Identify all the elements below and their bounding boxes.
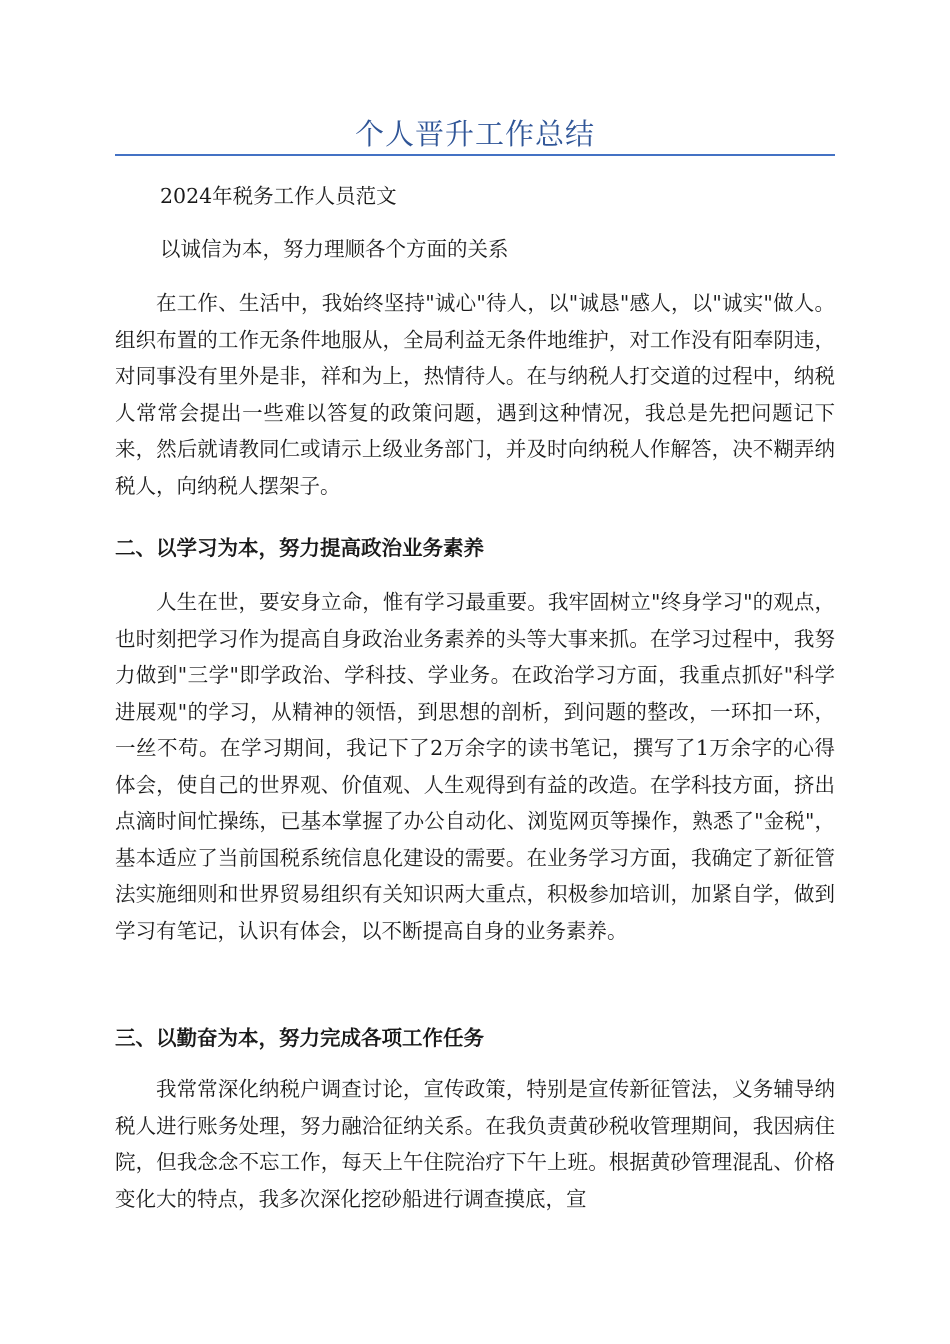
section3-body: 我常常深化纳税户调查讨论，宣传政策，特别是宣传新征管法，义务辅导纳税人进行账务处理，努力融洽征纳关系。在我负责黄砂税收管理期间，我因病住院，但我念念不忘工作，每天上午住院治疗下午上班。根据黄砂管理混乱、价格变化大的特点，我多次深化挖砂船进行调查摸底，宣 bbox=[115, 1077, 835, 1211]
document-title: 个人晋升工作总结 bbox=[354, 117, 595, 151]
section2-body: 人生在世，要安身立命，惟有学习最重要。我牢固树立"终身学习"的观点，也时刻把学习作为提高自身政治业务素养的头等大事来抓。在学习过程中，我努力做到"三学"即学政治、学科技、学业务。在政治学习方面，我重点抓好"科学进展观"的学习，从精神的领悟，到思想的剖析，到问题的整改，一环扣一环，一丝不苟。在学习期间，我记下了2万余字的读书笔记，撰写了1万余字的心得体会，使自己的世界观、价值观、人生观得到有益的改造。在学科技方面，挤出点滴时间忙操练，已基本掌握了办公自动化、浏览网页等操作，熟悉了"金税"，基本适应了当前国税系统信息化建设的需要。在业务学习方面，我确定了新征管法实施细则和世界贸易组织有关知识两大重点，积极参加培训，加紧自学，做到学习有笔记，认识有体会，以不断提高自身的业务素养。 bbox=[115, 590, 835, 943]
section2-heading: 二、以学习为本，努力提高政治业务素养 bbox=[115, 536, 484, 560]
section1-body: 在工作、生活中，我始终坚持"诚心"待人，以"诚恳"感人，以"诚实"做人。组织布置的工作无条件地服从，全局利益无条件地维护，对工作没有阳奉阴违，对同事没有里外是非，祥和为上，热情待人。在与纳税人打交道的过程中，纳税人常常会提出一些难以答复的政策问题，遇到这种情况，我总是先把问题记下来，然后就请教同仁或请示上级业务部门，并及时向纳税人作解答，决不糊弄纳税人，向纳税人摆架子。 bbox=[115, 291, 835, 498]
section3-heading: 三、以勤奋为本，努力完成各项工作任务 bbox=[115, 1026, 484, 1050]
title-underline bbox=[115, 154, 835, 156]
document-subtitle: 2024年税务工作人员范文 bbox=[160, 184, 397, 208]
section1-heading: 以诚信为本，努力理顺各个方面的关系 bbox=[160, 237, 509, 261]
